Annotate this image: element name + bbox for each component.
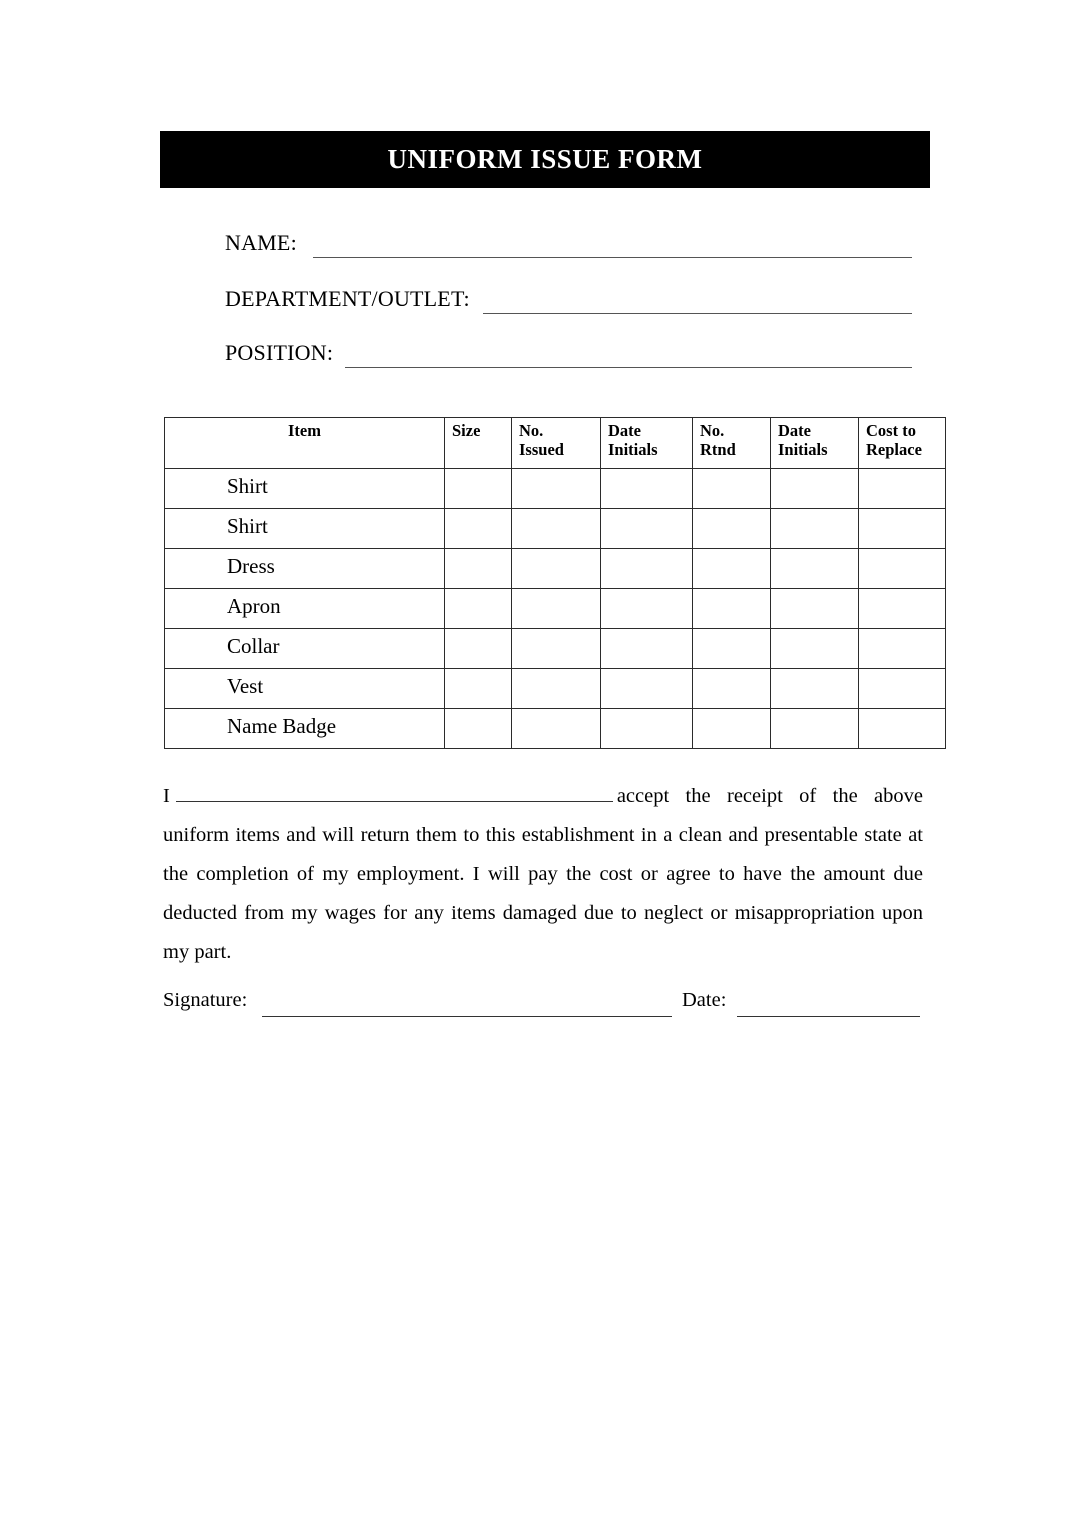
cell-size[interactable] bbox=[445, 629, 512, 669]
cell-date-initials-1[interactable] bbox=[601, 549, 693, 589]
cell-date-initials-1[interactable] bbox=[601, 709, 693, 749]
cell-date-initials-2[interactable] bbox=[771, 629, 859, 669]
cell-cost-to-replace[interactable] bbox=[859, 629, 946, 669]
cell-no-issued[interactable] bbox=[512, 709, 601, 749]
cell-no-rtnd[interactable] bbox=[693, 469, 771, 509]
cell-item: Name Badge bbox=[165, 709, 445, 749]
position-input-line[interactable] bbox=[345, 367, 912, 368]
cell-size[interactable] bbox=[445, 709, 512, 749]
cell-cost-to-replace[interactable] bbox=[859, 509, 946, 549]
cell-date-initials-2[interactable] bbox=[771, 669, 859, 709]
column-header-date-initials-2-line2: Initials bbox=[778, 439, 828, 459]
cell-size[interactable] bbox=[445, 549, 512, 589]
cell-date-initials-1[interactable] bbox=[601, 629, 693, 669]
cell-cost-to-replace[interactable] bbox=[859, 589, 946, 629]
date-label: Date: bbox=[682, 989, 727, 1011]
agreement-name-input-line[interactable] bbox=[176, 782, 613, 802]
column-header-item-line1: Item bbox=[288, 421, 321, 440]
column-header-no-rtnd-line2: Rtnd bbox=[700, 439, 736, 459]
cell-cost-to-replace[interactable] bbox=[859, 669, 946, 709]
cell-item: Shirt bbox=[165, 509, 445, 549]
cell-no-rtnd[interactable] bbox=[693, 589, 771, 629]
column-header-no-issued-line1: No. bbox=[519, 421, 544, 440]
cell-item: Apron bbox=[165, 589, 445, 629]
column-header-no-rtnd bbox=[693, 418, 771, 469]
cell-no-issued[interactable] bbox=[512, 509, 601, 549]
name-input-line[interactable] bbox=[313, 257, 912, 258]
table-header-row bbox=[165, 418, 946, 469]
cell-item: Vest bbox=[165, 669, 445, 709]
agreement-lead-in: I bbox=[163, 785, 170, 807]
field-row-position bbox=[225, 340, 333, 370]
signature-input-line[interactable] bbox=[262, 1016, 672, 1017]
column-header-cost-to-replace-line2: Replace bbox=[866, 439, 922, 459]
agreement-text-block bbox=[163, 777, 923, 972]
cell-date-initials-1[interactable] bbox=[601, 669, 693, 709]
column-header-cost-to-replace-line1: Cost to bbox=[866, 421, 916, 440]
cell-item: Shirt bbox=[165, 469, 445, 509]
column-header-date-initials-1-line1: Date bbox=[608, 421, 641, 440]
position-label: POSITION: bbox=[225, 340, 334, 365]
cell-date-initials-2[interactable] bbox=[771, 709, 859, 749]
column-header-no-issued-line2: Issued bbox=[519, 439, 564, 459]
table-row bbox=[165, 469, 946, 509]
department-label: DEPARTMENT/OUTLET: bbox=[225, 286, 470, 311]
agreement-body: accept the receipt of the above uniform items and will return them to this establishment in a clean and presentable state at the completion of my employment. I will pay the cost or agree to have the amount due deducted from my wages for any items damaged due to neglect or misappropriation upon my part. bbox=[163, 785, 923, 963]
agreement-paragraph bbox=[163, 777, 923, 972]
cell-date-initials-1[interactable] bbox=[601, 469, 693, 509]
cell-no-issued[interactable] bbox=[512, 629, 601, 669]
cell-no-issued[interactable] bbox=[512, 549, 601, 589]
cell-no-rtnd[interactable] bbox=[693, 709, 771, 749]
cell-no-rtnd[interactable] bbox=[693, 549, 771, 589]
page-title: UNIFORM ISSUE FORM bbox=[387, 144, 703, 174]
column-header-item bbox=[165, 418, 445, 469]
cell-no-rtnd[interactable] bbox=[693, 669, 771, 709]
cell-date-initials-1[interactable] bbox=[601, 509, 693, 549]
table-header bbox=[165, 418, 946, 469]
table-row bbox=[165, 629, 946, 669]
cell-cost-to-replace[interactable] bbox=[859, 709, 946, 749]
name-label: NAME: bbox=[225, 230, 297, 255]
cell-date-initials-1[interactable] bbox=[601, 589, 693, 629]
column-header-date-initials-1 bbox=[601, 418, 693, 469]
department-input-line[interactable] bbox=[483, 313, 912, 314]
table-row bbox=[165, 589, 946, 629]
cell-size[interactable] bbox=[445, 469, 512, 509]
date-input-line[interactable] bbox=[737, 1016, 920, 1017]
table-row bbox=[165, 709, 946, 749]
cell-date-initials-2[interactable] bbox=[771, 509, 859, 549]
field-row-name bbox=[225, 230, 297, 260]
column-header-date-initials-2 bbox=[771, 418, 859, 469]
uniform-items-table bbox=[164, 417, 946, 749]
column-header-cost-to-replace bbox=[859, 418, 946, 469]
cell-size[interactable] bbox=[445, 589, 512, 629]
cell-date-initials-2[interactable] bbox=[771, 469, 859, 509]
cell-no-issued[interactable] bbox=[512, 469, 601, 509]
table-row bbox=[165, 669, 946, 709]
cell-item: Dress bbox=[165, 549, 445, 589]
column-header-no-issued bbox=[512, 418, 601, 469]
column-header-date-initials-1-line2: Initials bbox=[608, 439, 658, 459]
column-header-size-line1: Size bbox=[452, 421, 481, 440]
cell-cost-to-replace[interactable] bbox=[859, 469, 946, 509]
cell-date-initials-2[interactable] bbox=[771, 549, 859, 589]
cell-no-issued[interactable] bbox=[512, 669, 601, 709]
cell-size[interactable] bbox=[445, 669, 512, 709]
table-body bbox=[165, 469, 946, 749]
column-header-size bbox=[445, 418, 512, 469]
column-header-no-rtnd-line1: No. bbox=[700, 421, 725, 440]
document-title-bar bbox=[160, 131, 930, 188]
cell-cost-to-replace[interactable] bbox=[859, 549, 946, 589]
cell-no-rtnd[interactable] bbox=[693, 629, 771, 669]
field-row-department bbox=[225, 286, 470, 316]
signature-row bbox=[163, 989, 923, 1021]
signature-label: Signature: bbox=[163, 989, 248, 1011]
cell-size[interactable] bbox=[445, 509, 512, 549]
cell-item: Collar bbox=[165, 629, 445, 669]
table-row bbox=[165, 509, 946, 549]
cell-date-initials-2[interactable] bbox=[771, 589, 859, 629]
column-header-date-initials-2-line1: Date bbox=[778, 421, 811, 440]
cell-no-rtnd[interactable] bbox=[693, 509, 771, 549]
table-row bbox=[165, 549, 946, 589]
cell-no-issued[interactable] bbox=[512, 589, 601, 629]
